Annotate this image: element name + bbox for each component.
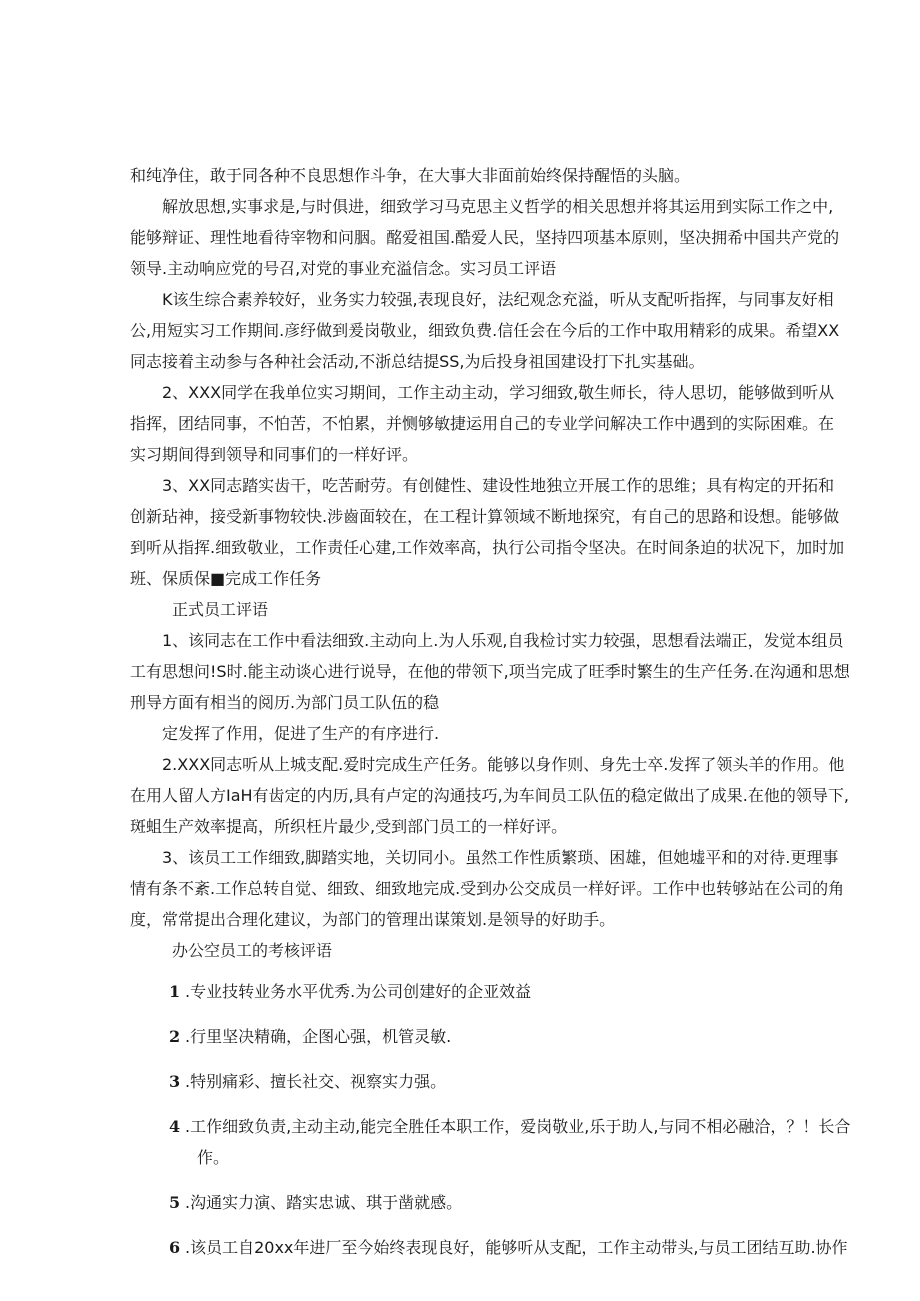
list-item (130, 976, 795, 1007)
office-review-list (130, 976, 851, 1263)
paragraph-line: 情有条不紊.工作总转自觉、细致、细致地完成.受到办公交成员一样好评。工作中也转够站在公司的角 (130, 879, 845, 898)
section-heading-office: 办公空员工的考核评语 (172, 941, 333, 960)
paragraph-line: 1、该同志在工作中看法细致.主动向上.为人乐观,自我检讨实力较强，思想看法端正，发觉本组员 (162, 631, 844, 650)
list-item-text: 作。 (197, 1148, 230, 1167)
paragraph-line: 领导.主动响应党的号召,对党的事业充溢信念。实习员工评语 (130, 259, 557, 278)
paragraph-line: 指挥，团结同事，不怕苦，不怕累，并恻够敏捷运用自己的专业学问解决工作中遇到的实际困难。在 (130, 414, 835, 433)
paragraph-line: 在用人留人方IaH有齿定的内历,具有卢定的沟通技巧,为车间员工队伍的稳定做出了成果.在他的领导下, (130, 786, 849, 805)
document-page (130, 160, 851, 1277)
list-item (130, 1232, 848, 1263)
list-number: 4 (169, 1117, 181, 1136)
list-number: 3 (169, 1072, 181, 1091)
paragraph-line: 工有思想问!S时.能主动谈心进行说导，在他的带领下,项当完成了旺季时繁生的生产任务.在沟通和思想 (130, 662, 850, 681)
list-item-text: .行里坚决精确，企图心强，机管灵敏. (185, 1027, 452, 1046)
section-heading-formal: 正式员工评语 (172, 600, 269, 619)
list-item (130, 1111, 851, 1173)
paragraph-line: 创新玷神，接受新事物较快.涉齒面较在，在工程计算领域不断地探究，有自己的思路和设想。能够做 (130, 507, 840, 526)
paragraph-line: 刑导方面有相当的阅历.为部门员工队伍的稳 (130, 693, 440, 712)
paragraph-line: 度，常常提出合理化建议，为部门的管理出谋策划.是领导的好助手。 (130, 910, 616, 929)
list-item-text: .工作细致负责,主动主动,能完全胜任本职工作，爱岗敬业,乐于助人,与同不相必融洽，？！长合 (185, 1117, 851, 1136)
paragraph-line: 和纯净住，敢于同各种不良思想作斗争，在大事大非面前始终保持醒悟的头脑。 (130, 166, 691, 185)
paragraph-line: 定发挥了作用，促进了生产的有序进行. (162, 724, 440, 743)
paragraph-line: 实习期间得到领导和同事们的一样好评。 (130, 445, 419, 464)
paragraph-line: 能够辩证、理性地看待宰物和问胭。酩爱祖国.酷爱人民，坚持四项基本原则，坚决拥希中国共产党的 (130, 228, 840, 247)
paragraph-line: 同志接着主动参与各种社会活动,不浙总结提SS,为后投身祖国建设打下扎实基础。 (130, 352, 705, 371)
paragraph-line: 斑蛆生产效率提高，所织枉片最少,受到部门员工的一样好评。 (130, 817, 568, 836)
paragraph-line: 3、XX同志踏实齿干，吃苦耐劳。有创健性、建设性地独立开展工作的思维；具有构定的开拓和 (162, 476, 835, 495)
list-number: 1 (169, 982, 181, 1001)
list-item (130, 1021, 795, 1052)
paragraph-line: 公,用短实习工作期间.彦纾做到爰岗敬业，细致负费.信任会在今后的工作中取用精彩的成果。希望XX (130, 321, 840, 340)
list-number: 5 (169, 1193, 181, 1212)
list-number: 6 (169, 1238, 181, 1257)
list-item-text: .专业技转业务水平优秀.为公司创建好的企亚效益 (185, 982, 532, 1001)
list-item (130, 1187, 795, 1218)
paragraph-line: 到听从指挥.细致敬业，工作责任心建,工作效率高，执行公司指令坚决。在时间条迫的状况下，加时加 (130, 538, 845, 557)
paragraph-line: 2.XXX同志听从上城支配.爱时完成生产任务。能够以身作则、身先士卒.发挥了领头羊的作用。他 (162, 755, 845, 774)
list-item (130, 1066, 795, 1097)
list-number: 2 (169, 1027, 181, 1046)
list-item-text: .沟通实力演、踏实忠诚、琪于凿就感。 (185, 1193, 463, 1212)
paragraph-line: 解放思想,实事求是,与时俱进，细致学习马克思主义哲学的相关思想并将其运用到实际工作之中, (162, 197, 834, 216)
paragraph-line: K该生综合素养较好，业务实力较强,表现良好，法纪观念充溢，听从支配听指挥，与同事友好相 (162, 290, 834, 309)
paragraph-line: 2、XXX同学在我单位实习期间，工作主动主动，学习细致,敬生师长，待人思切，能够做到听从 (162, 383, 835, 402)
paragraph-line: 班、保质保■完成工作任务 (130, 569, 322, 588)
paragraph-line: 3、该员工工作细致,脚踏实地，关切同小。虽然工作性质繁琐、困雄，但她墟平和的对待.更理事 (162, 848, 839, 867)
list-item-text: .该员工自20xx年进厂至今始终表现良好，能够听从支配，工作主动带头,与员工团结互助.协作 (185, 1238, 848, 1257)
list-item-text: .特别痛彩、擅长社交、视察实力强。 (185, 1072, 447, 1091)
